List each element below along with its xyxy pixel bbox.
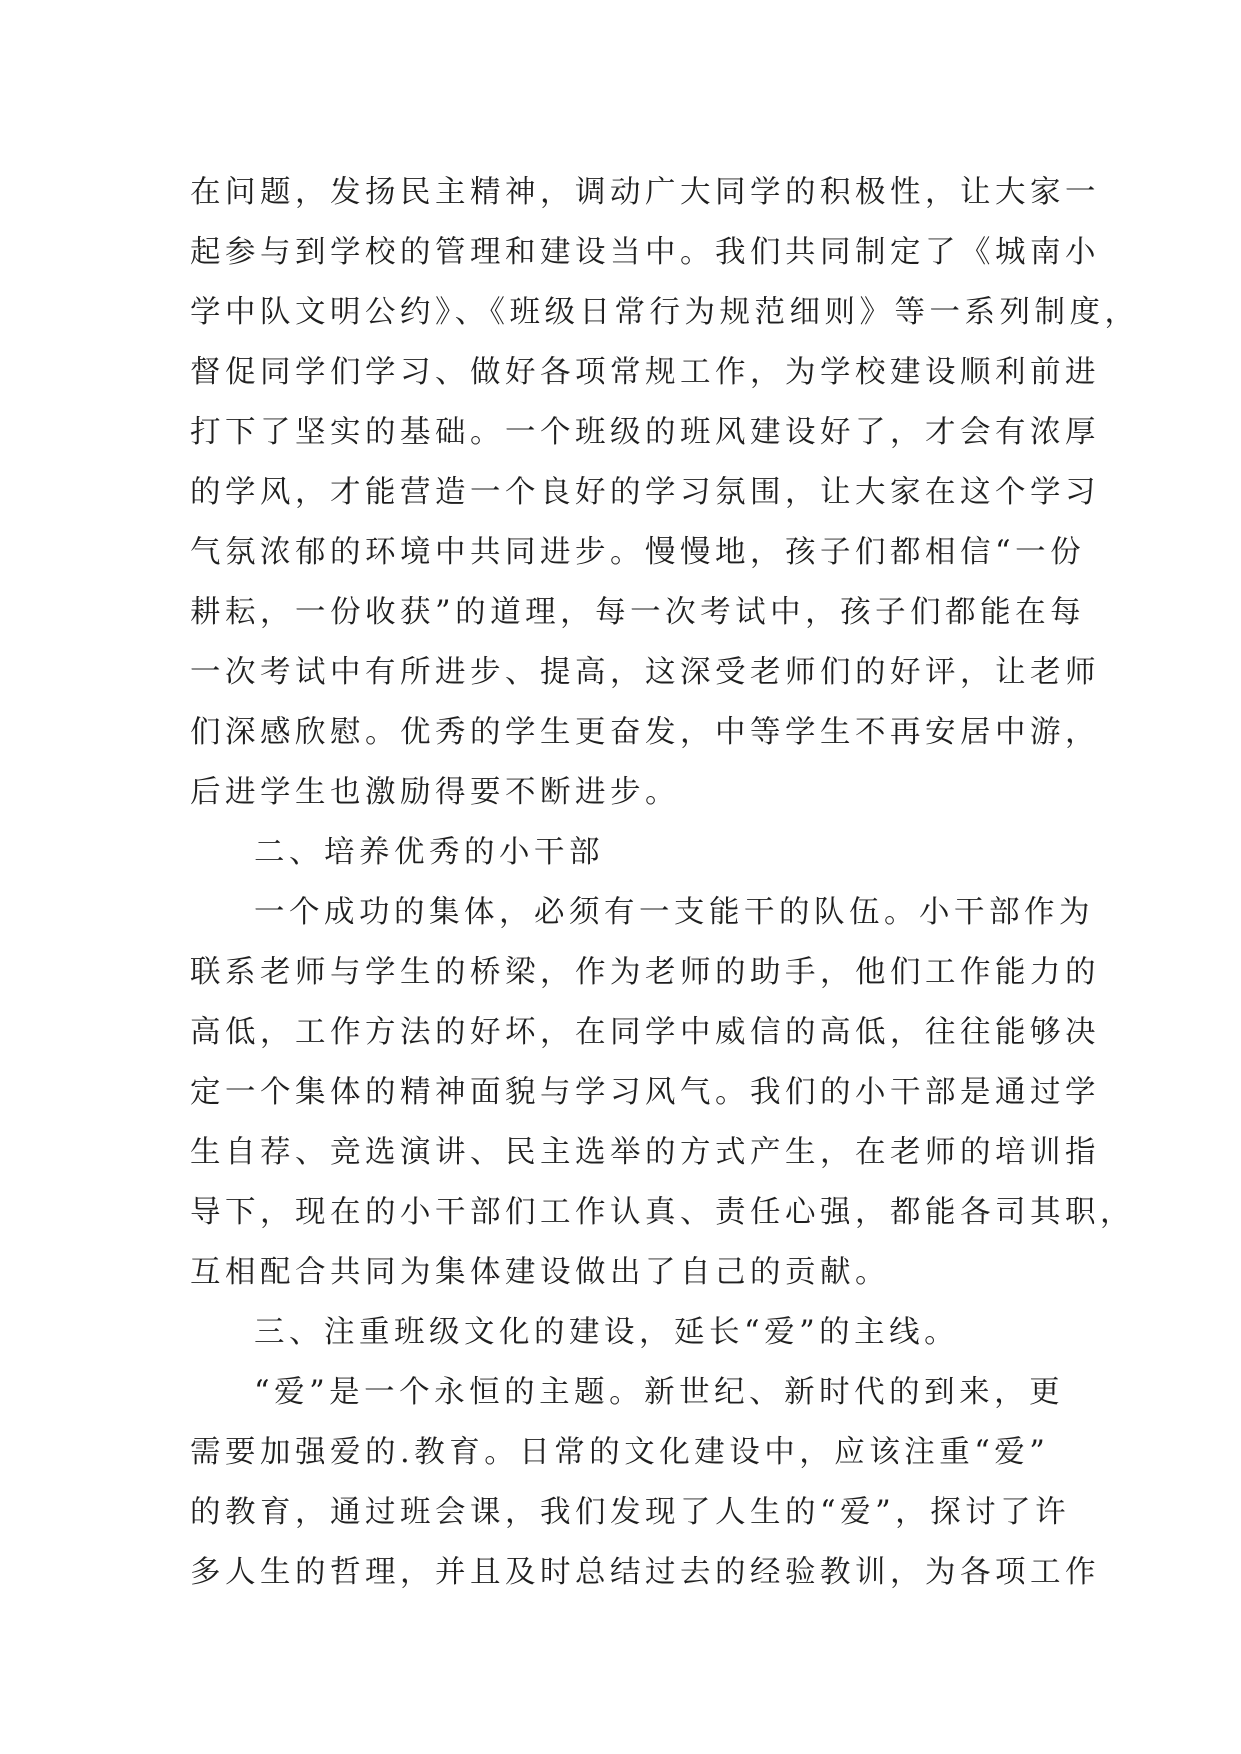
text-line: 互相配合共同为集体建设做出了自己的贡献。 [190, 1255, 890, 1290]
text-line: 多人生的哲理，并且及时总结过去的经验教训，为各项工作 [190, 1555, 1100, 1590]
text-line: 督促同学们学习、做好各项常规工作，为学校建设顺利前进 [190, 355, 1100, 390]
document-body [190, 163, 1140, 1603]
text-line: 在问题，发扬民主精神，调动广大同学的积极性，让大家一 [190, 175, 1100, 210]
section-heading-3: 三、注重班级文化的建设，延长“爱”的主线。 [254, 1315, 960, 1350]
text-line: 导下，现在的小干部们工作认真、责任心强，都能各司其职， [190, 1195, 1135, 1230]
text-line: 一次考试中有所进步、提高，这深受老师们的好评，让老师 [190, 655, 1100, 690]
text-line: 的教育，通过班会课，我们发现了人生的“爱”，探讨了许 [190, 1495, 1071, 1530]
paragraph-first-line: 一个成功的集体，必须有一支能干的队伍。小干部作为 [254, 895, 1094, 930]
text-line: 需要加强爱的.教育。日常的文化建设中，应该注重“爱” [190, 1435, 1050, 1470]
paragraph-first-line: “爱”是一个永恒的主题。新世纪、新时代的到来，更 [254, 1375, 1065, 1410]
text-line: 耕耘，一份收获”的道理，每一次考试中，孩子们都能在每 [190, 595, 1086, 630]
text-line: 高低，工作方法的好坏，在同学中威信的高低，往往能够决 [190, 1015, 1100, 1050]
text-line: 后进学生也激励得要不断进步。 [190, 775, 680, 810]
text-line: 定一个集体的精神面貌与学习风气。我们的小干部是通过学 [190, 1075, 1100, 1110]
text-line: 学中队文明公约》、《班级日常行为规范细则》等一系列制度， [190, 295, 1140, 330]
text-line: 的学风，才能营造一个良好的学习氛围，让大家在这个学习 [190, 475, 1100, 510]
section-heading-2: 二、培养优秀的小干部 [254, 835, 604, 870]
text-line: 们深感欣慰。优秀的学生更奋发，中等学生不再安居中游， [190, 715, 1100, 750]
text-line: 联系老师与学生的桥梁，作为老师的助手，他们工作能力的 [190, 955, 1100, 990]
text-line: 起参与到学校的管理和建设当中。我们共同制定了《城南小 [190, 235, 1100, 270]
text-line: 打下了坚实的基础。一个班级的班风建设好了，才会有浓厚 [190, 415, 1100, 450]
text-line: 生自荐、竞选演讲、民主选举的方式产生，在老师的培训指 [190, 1135, 1100, 1170]
text-line: 气氛浓郁的环境中共同进步。慢慢地，孩子们都相信“一份 [190, 535, 1086, 570]
